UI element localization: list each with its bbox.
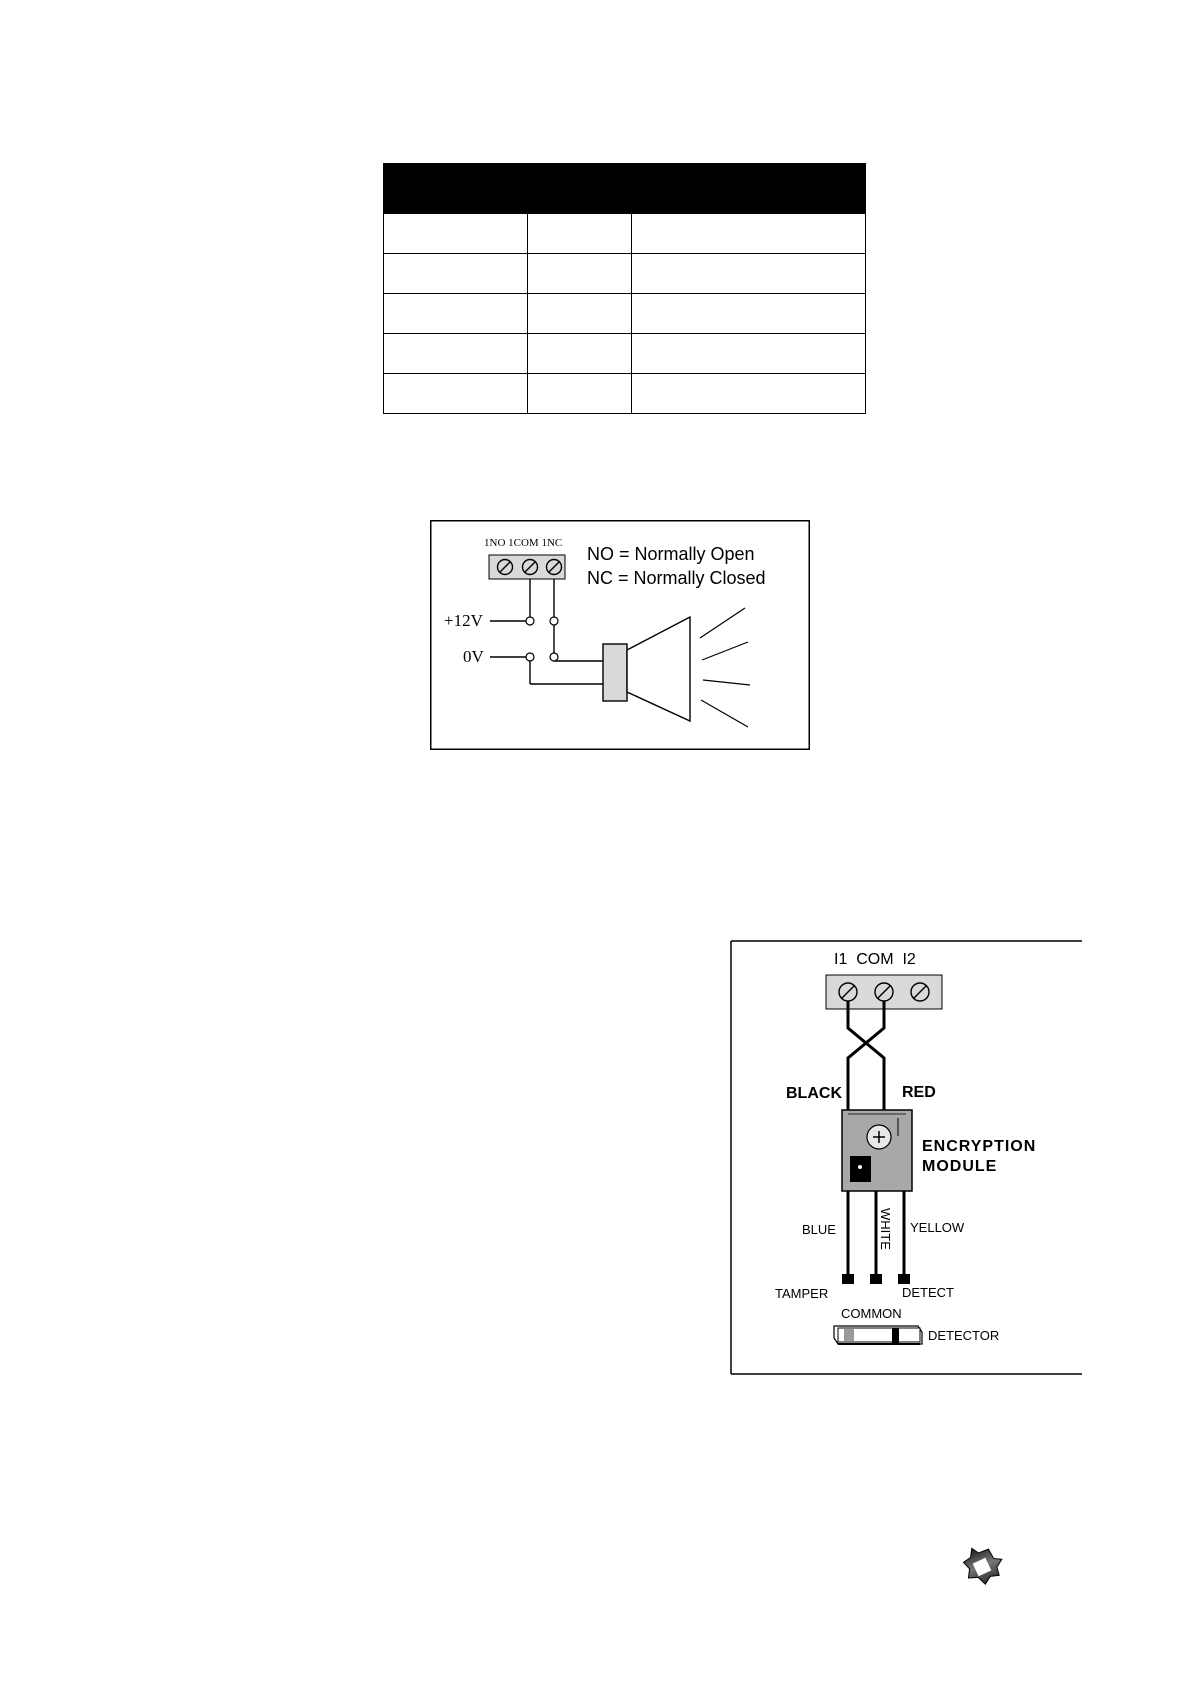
terminal-label: I1 COM I2: [834, 951, 916, 968]
yellow-wire-label: YELLOW: [910, 1220, 965, 1235]
table-cell: [632, 254, 866, 294]
table-cell: [528, 294, 632, 334]
table-row: [384, 254, 866, 294]
crossed-wires: [848, 1001, 884, 1110]
brand-logo-icon: [960, 1545, 1004, 1589]
red-wire-label: RED: [902, 1084, 936, 1101]
brand-logo: [960, 1545, 1004, 1589]
module-label-line1: ENCRYPTION: [922, 1138, 1037, 1155]
table-cell: [632, 334, 866, 374]
table-cell: [384, 254, 528, 294]
encryption-module-icon: [842, 1110, 912, 1191]
relay-siren-diagram: [430, 520, 810, 750]
legend-no: NO = Normally Open: [587, 544, 755, 564]
table-row: [384, 374, 866, 414]
table-row: [384, 334, 866, 374]
detector-wires: [848, 1191, 904, 1274]
detector-label: DETECTOR: [928, 1328, 1000, 1343]
table-header-row: [384, 164, 866, 214]
table-header-cell: [632, 164, 866, 214]
plus12v-label: +12V: [444, 611, 483, 630]
table-cell: [528, 214, 632, 254]
legend-nc: NC = Normally Closed: [587, 568, 766, 588]
white-wire-label: WHITE: [878, 1208, 893, 1250]
common-label: COMMON: [841, 1306, 902, 1321]
table-cell: [632, 374, 866, 414]
table-cell: [384, 294, 528, 334]
table-cell: [528, 334, 632, 374]
table-header-cell: [384, 164, 528, 214]
zero-v-label: 0V: [463, 647, 484, 666]
table-cell: [528, 254, 632, 294]
table-cell: [384, 214, 528, 254]
terminal-label: 1NO 1COM 1NC: [484, 537, 563, 549]
table-cell: [632, 214, 866, 254]
encryption-module-diagram: [730, 940, 1082, 1375]
tamper-label: TAMPER: [775, 1286, 829, 1301]
table-header-cell: [528, 164, 632, 214]
detector-icon: [834, 1326, 922, 1344]
blue-wire-label: BLUE: [802, 1222, 836, 1237]
table-row: [384, 214, 866, 254]
table-cell: [632, 294, 866, 334]
spec-table: [383, 163, 866, 414]
table-cell: [528, 374, 632, 414]
wire-terminals: [842, 1274, 910, 1284]
table-cell: [384, 374, 528, 414]
detect-label: DETECT: [902, 1285, 954, 1300]
table-cell: [384, 334, 528, 374]
module-label-line2: MODULE: [922, 1158, 998, 1175]
black-wire-label: BLACK: [786, 1085, 842, 1102]
table-row: [384, 294, 866, 334]
